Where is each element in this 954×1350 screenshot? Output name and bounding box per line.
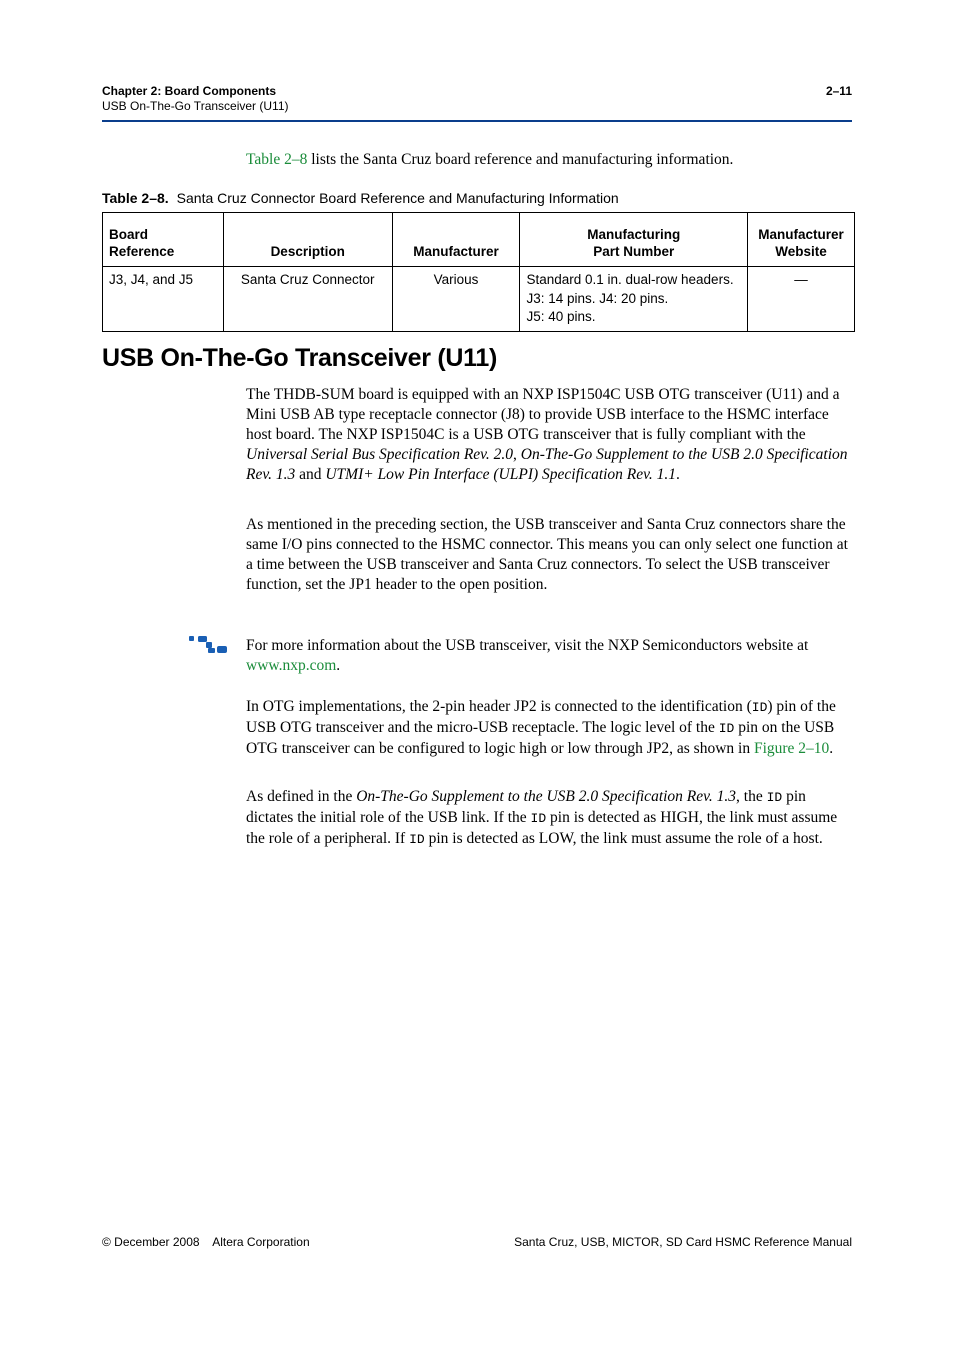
table-header-row	[103, 213, 855, 267]
col-header-manufacturer: Manufacturer	[392, 213, 520, 267]
col-header-part-number: Manufacturing Part Number	[520, 213, 748, 267]
section-title: USB On-The-Go Transceiver (U11)	[102, 344, 497, 372]
page-number: 2–11	[825, 84, 852, 98]
note-more-info: For more information about the USB transceiver, visit the NXP Semiconductors website at www.nxp.com.	[246, 637, 809, 674]
table-caption	[102, 189, 619, 207]
table-caption-label: Table 2–8.	[102, 190, 169, 206]
table-intro: Table 2–8 lists the Santa Cruz board reference and manufacturing information.	[246, 151, 734, 168]
nxp-website-link[interactable]: www.nxp.com	[246, 657, 337, 674]
board-reference-table	[102, 212, 855, 332]
table-caption-text: Santa Cruz Connector Board Reference and Manufacturing Information	[176, 190, 619, 206]
figure-2-10-link[interactable]: Figure 2–10	[753, 740, 830, 757]
table-2-8-link[interactable]: Table 2–8	[246, 151, 308, 168]
paragraph-id-pin-role: As defined in the On-The-Go Supplement to the USB 2.0 Specification Rev. 1.3, the ID pin dictates the initial role of the USB link. If the ID pin is detected as HIGH, the link must assume the role of a peripheral. If ID pin is detected as LOW, the link must assume the role of a host.	[246, 788, 838, 847]
cell-website: —	[748, 267, 855, 332]
cell-part-number: Standard 0.1 in. dual-row headers. J3: 14 pins. J4: 20 pins. J5: 40 pins.	[520, 267, 748, 332]
paragraph-otg-id-pin: In OTG implementations, the 2-pin header JP2 is connected to the identification (ID) pin of the USB OTG transceiver and the micro-USB receptacle. The logic level of the ID pin on the USB OTG transceiver can be configured to logic high or low through JP2, as shown in Figure 2–10.	[246, 698, 836, 757]
page-header	[102, 84, 852, 114]
paragraph-usb-transceiver-overview: The THDB-SUM board is equipped with an NXP ISP1504C USB OTG transceiver (U11) and a Mini USB AB type receptacle connector (J8) to provide USB interface to the HSMC interface host board. The NXP ISP1504C is a USB OTG transceiver that is fully compliant with the Universal Serial Bus Specification Rev. 2.0, On-The-Go Supplement to the USB 2.0 Specification Rev. 1.3 and UTMI+ Low Pin Interface (ULPI) Specification Rev. 1.1.	[246, 386, 848, 483]
cell-description: Santa Cruz Connector	[223, 267, 392, 332]
col-header-board-reference: Board Reference	[103, 213, 224, 267]
footer-manual-title: Santa Cruz, USB, MICTOR, SD Card HSMC Reference Manual	[514, 1235, 852, 1249]
col-header-description: Description	[223, 213, 392, 267]
cell-board-reference: J3, J4, and J5	[103, 267, 224, 332]
running-section-title: USB On-The-Go Transceiver (U11)	[102, 99, 289, 113]
col-header-website: Manufacturer Website	[748, 213, 855, 267]
paragraph-shared-pins: As mentioned in the preceding section, the USB transceiver and Santa Cruz connectors share the same I/O pins connected to the HSMC connector. This means you can only select one function at a time between the USB transceiver and Santa Cruz connectors. To select the USB transceiver function, set the JP1 header to the open position.	[246, 516, 848, 593]
cell-manufacturer: Various	[392, 267, 520, 332]
footer-copyright: © December 2008 Altera Corporation	[102, 1235, 310, 1249]
header-rule	[102, 120, 852, 122]
chapter-title: Chapter 2: Board Components	[102, 84, 277, 98]
table-row	[103, 267, 855, 332]
more-info-icon	[188, 634, 230, 656]
